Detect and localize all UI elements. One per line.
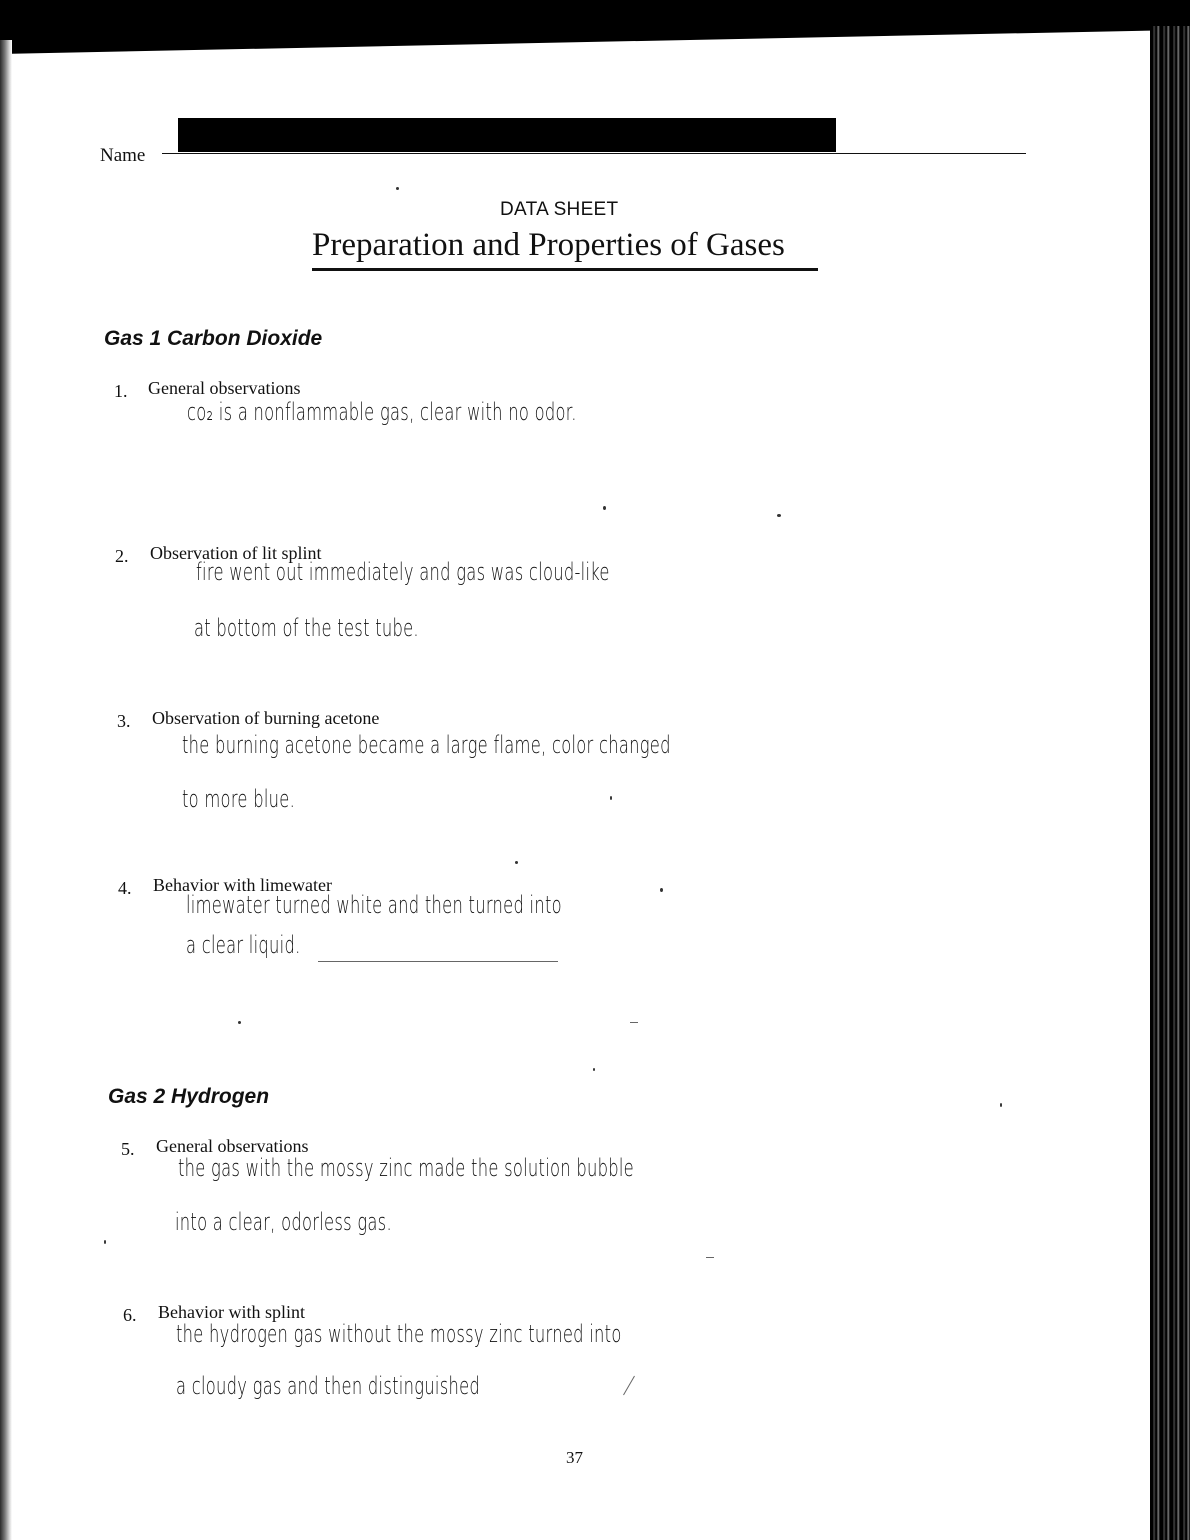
page-number: 37	[566, 1448, 583, 1467]
scan-speck	[777, 514, 781, 517]
handwritten-answer: to more blue.	[182, 785, 296, 813]
scan-top-edge	[0, 0, 1190, 26]
question-label: Observation of burning acetone	[152, 708, 380, 728]
handwritten-answer: at bottom of the test tube.	[194, 614, 419, 642]
scan-speck	[603, 506, 606, 510]
scan-speck	[593, 1068, 595, 1071]
section-heading-gas-1: Gas 1 Carbon Dioxide	[104, 327, 323, 350]
scan-speck	[1000, 1103, 1002, 1107]
question-number: 4.	[118, 878, 132, 898]
handwritten-answer: limewater turned white and then turned into	[186, 891, 562, 919]
section-heading-gas-2: Gas 2 Hydrogen	[108, 1085, 270, 1108]
handwritten-answer: the burning acetone became a large flame, color changed	[182, 731, 671, 759]
handwritten-answer: into a clear, odorless gas.	[175, 1208, 392, 1236]
scan-speck	[706, 1257, 714, 1258]
scan-speck	[515, 861, 518, 864]
name-label: Name	[100, 145, 146, 166]
question-label: Observation of lit splint	[150, 543, 322, 563]
page-title: Preparation and Properties of Gases	[312, 227, 785, 263]
question-number: 2.	[115, 546, 129, 566]
handwritten-answer: fire went out immediately and gas was cloud-like	[196, 558, 610, 586]
stray-pen-line	[318, 961, 558, 962]
scan-speck	[610, 796, 612, 800]
scan-speck	[630, 1022, 638, 1023]
question-number: 3.	[117, 711, 131, 731]
stray-pen-mark	[623, 1376, 635, 1396]
question-label: General observations	[148, 378, 301, 398]
question-number: 6.	[123, 1305, 137, 1325]
question-number: 1.	[114, 381, 128, 401]
scan-speck	[396, 187, 399, 190]
handwritten-answer: a cloudy gas and then distinguished	[176, 1372, 481, 1400]
question-label: General observations	[156, 1136, 309, 1156]
handwritten-answer: the hydrogen gas without the mossy zinc turned into	[176, 1320, 622, 1348]
scan-binding-edge	[1150, 26, 1190, 1540]
data-sheet-label: DATA SHEET	[500, 199, 619, 220]
scan-speck	[104, 1240, 106, 1244]
handwritten-answer: the gas with the mossy zinc made the solution bubble	[178, 1154, 634, 1182]
scan-speck	[238, 1021, 241, 1024]
name-redaction	[178, 118, 836, 152]
name-row	[100, 140, 1030, 170]
scan-left-edge	[0, 40, 12, 1540]
question-label: Behavior with splint	[158, 1302, 305, 1322]
handwritten-answer: co₂ is a nonflammable gas, clear with no odor.	[187, 398, 577, 426]
title-underline	[312, 268, 818, 271]
question-label: Behavior with limewater	[153, 875, 332, 895]
scan-top-shadow	[0, 24, 1150, 54]
question-number: 5.	[121, 1139, 135, 1159]
name-line	[162, 153, 1026, 154]
handwritten-answer: a clear liquid.	[186, 931, 301, 959]
scan-speck	[660, 888, 663, 892]
